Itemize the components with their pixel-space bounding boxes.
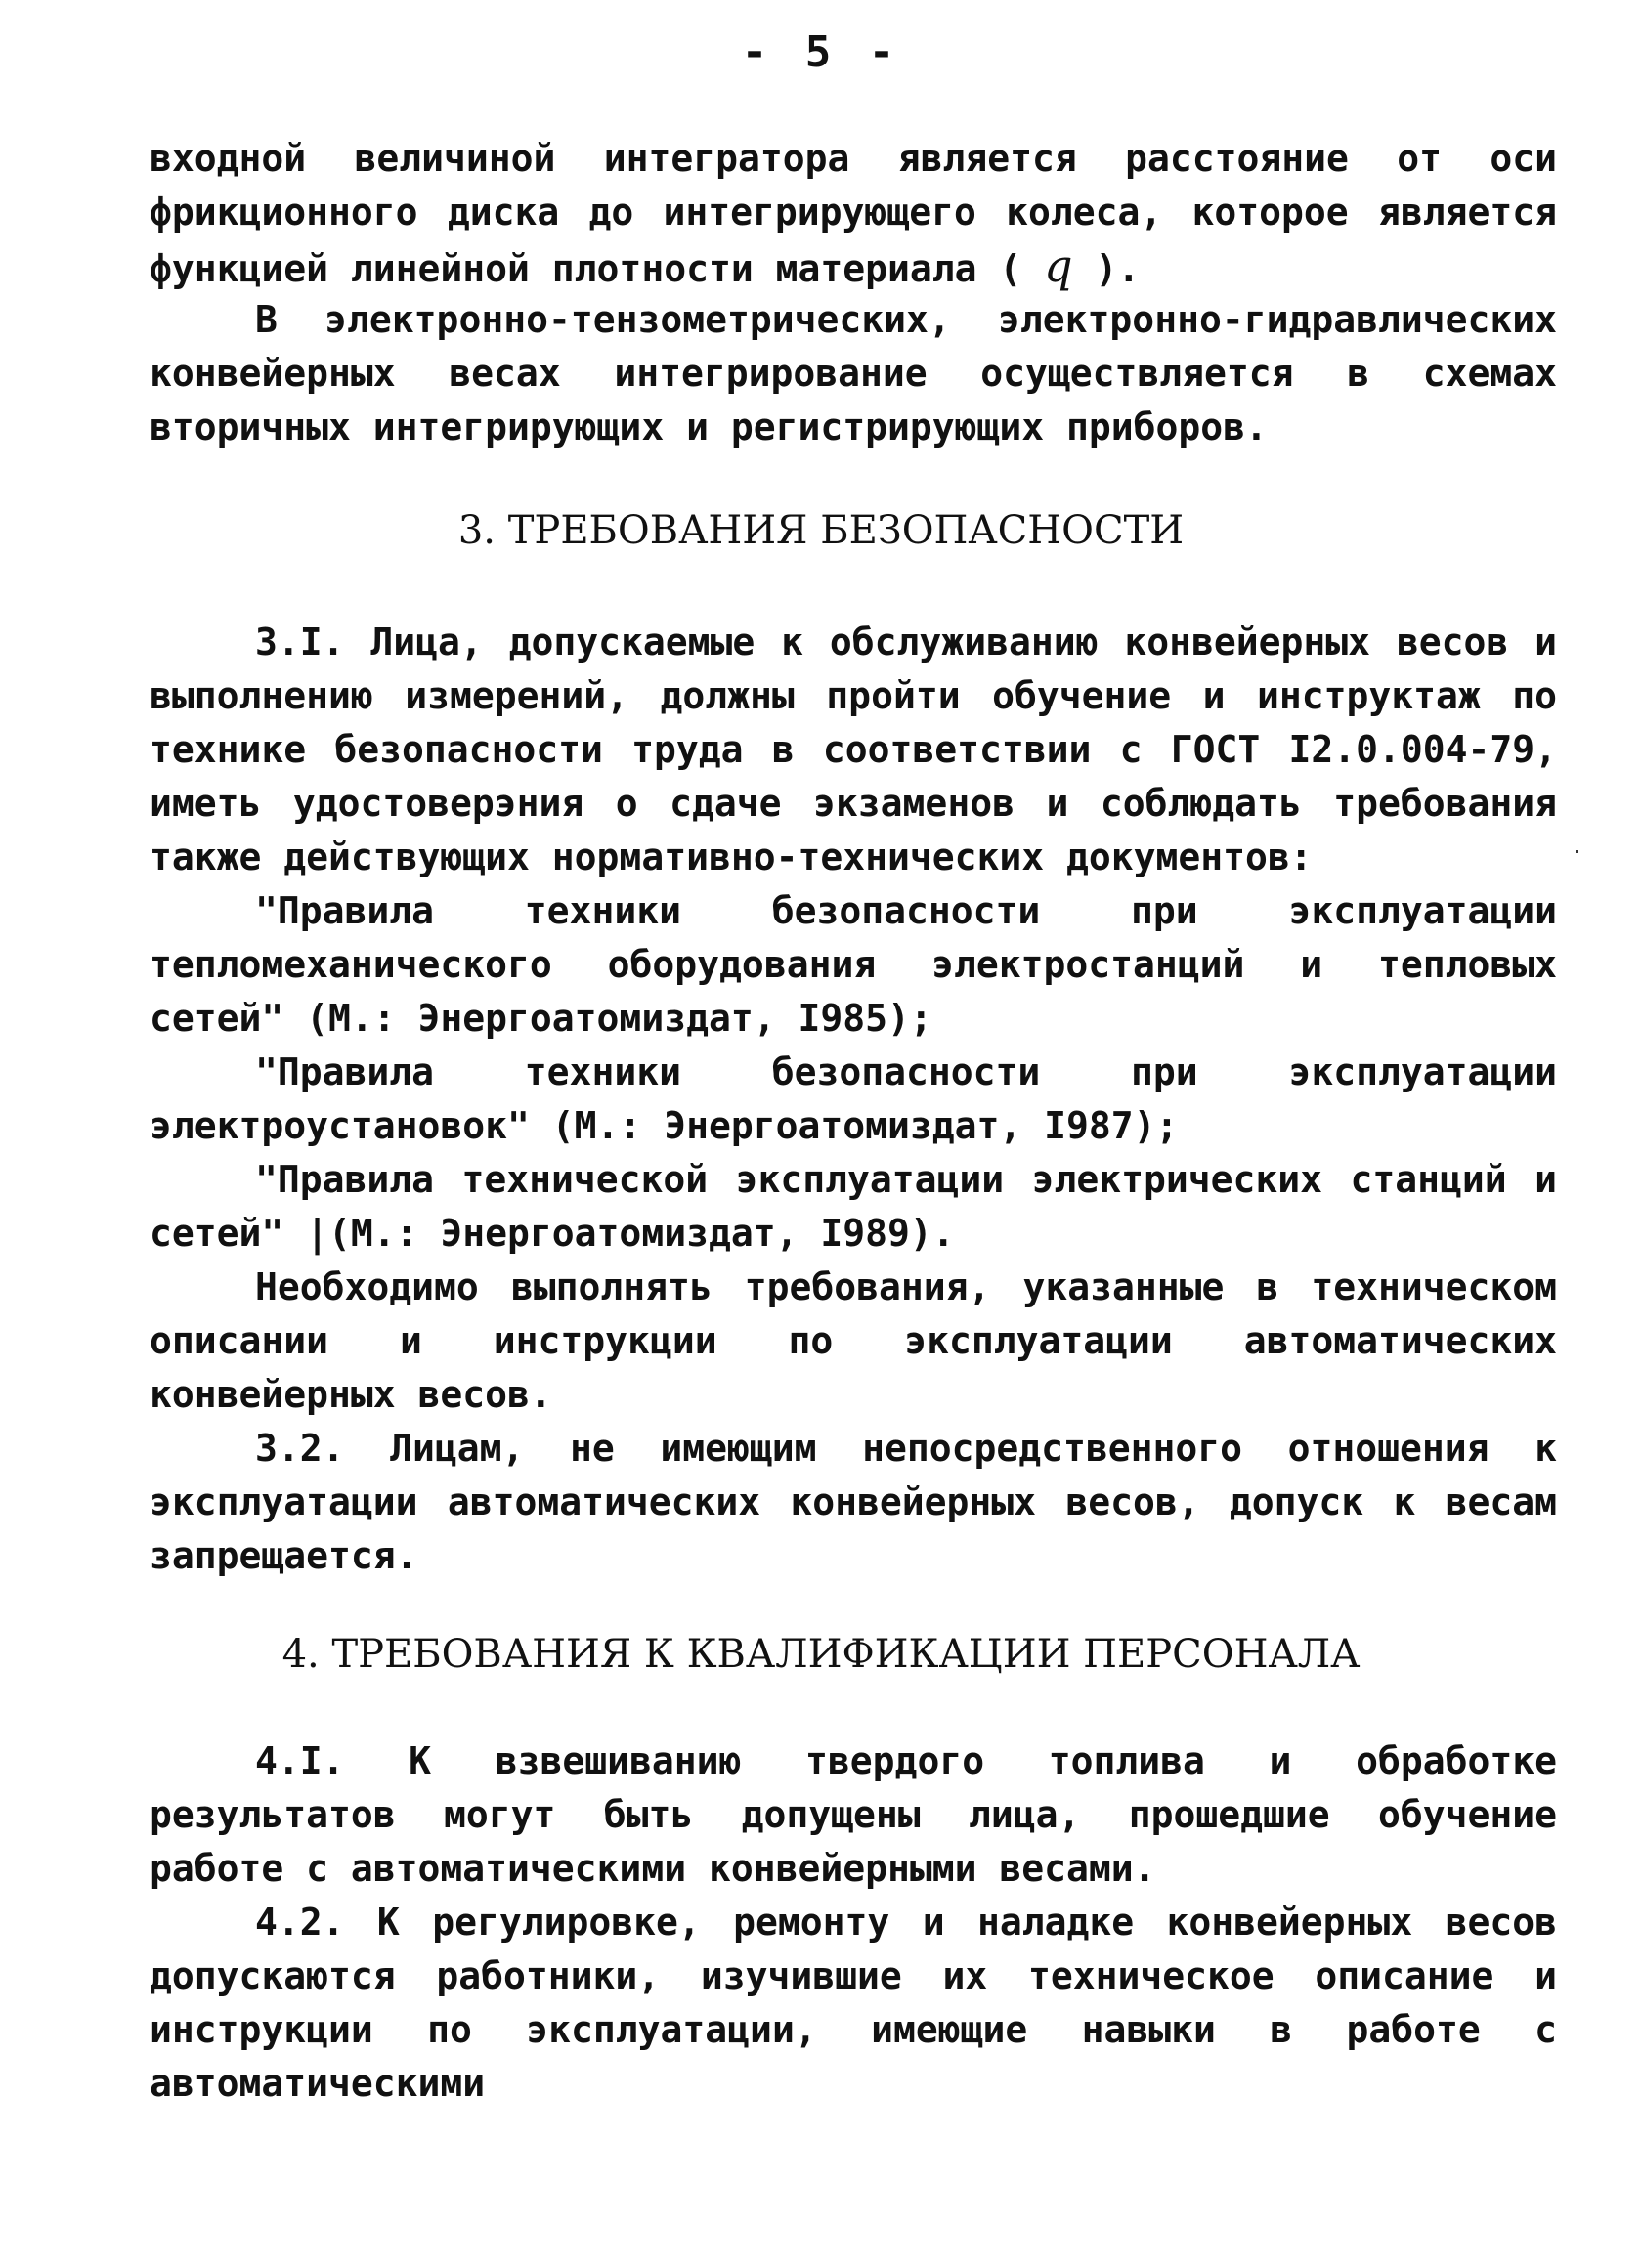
paragraph-integrator-end: ).: [1095, 247, 1141, 290]
variable-q: q: [1044, 239, 1073, 292]
section-3-heading: 3. ТРЕБОВАНИЯ БЕЗОПАСНОСТИ: [457, 508, 1185, 553]
regulation-item-2: "Правила техники безопасности при эксплуатации электроустановок" (М.: Энергоатомиздат, I987);: [150, 1050, 1557, 1147]
paragraph-integrator-text: входной величиной интегратора является расстояние от оси фрикционного диска до интегрирующего колеса, которое является функцией линейной плотности материала (: [150, 137, 1557, 290]
page-number: - 5 -: [741, 27, 901, 77]
regulation-item-1: "Правила техники безопасности при эксплуатации тепломеханического оборудования электростанций и тепловых сетей" (М.: Энергоатомиздат, I985);: [150, 889, 1557, 1040]
scan-speck: [1576, 850, 1578, 853]
paragraph-3-1: 3.I. Лица, допускаемые к обслуживанию конвейерных весов и выполнению измерений, должны пройти обучение и инструктаж по технике безопасности труда в соответствии с ГОСТ I2.0.004-79, иметь удостоверэния о сдаче экзаменов и соблюдать требования также действующих нормативно-технических документов:: [150, 620, 1557, 878]
paragraph-integrator: [150, 132, 1557, 296]
paragraph-3-2: 3.2. Лицам, не имеющим непосредственного отношения к эксплуатации автоматических конвейерных весов, допуск к весам запрещается.: [150, 1427, 1557, 1577]
section-4-heading: 4. ТРЕБОВАНИЯ К КВАЛИФИКАЦИИ ПЕРСОНАЛА: [281, 1632, 1361, 1677]
paragraph-electronic-scales: В электронно-тензометрических, электронно-гидравлических конвейерных весах интегрирование осуществляется в схемах вторичных интегрирующих и регистрирующих приборов.: [150, 298, 1557, 449]
paragraph-requirements: Необходимо выполнять требования, указанные в техническом описании и инструкции по эксплуатации автоматических конвейерных весов.: [150, 1265, 1557, 1416]
regulation-item-3: "Правила технической эксплуатации электрических станций и сетей" |(М.: Энергоатомиздат, I989).: [150, 1158, 1557, 1255]
paragraph-4-1: 4.I. К взвешиванию твердого топлива и обработке результатов могут быть допущены лица, прошедшие обучение работе с автоматическими конвейерными весами.: [150, 1739, 1557, 1890]
paragraph-4-2: 4.2. К регулировке, ремонту и наладке конвейерных весов допускаются работники, изучившие их техническое описание и инструкции по эксплуатации, имеющие навыки в работе с автоматическими: [150, 1901, 1557, 2105]
